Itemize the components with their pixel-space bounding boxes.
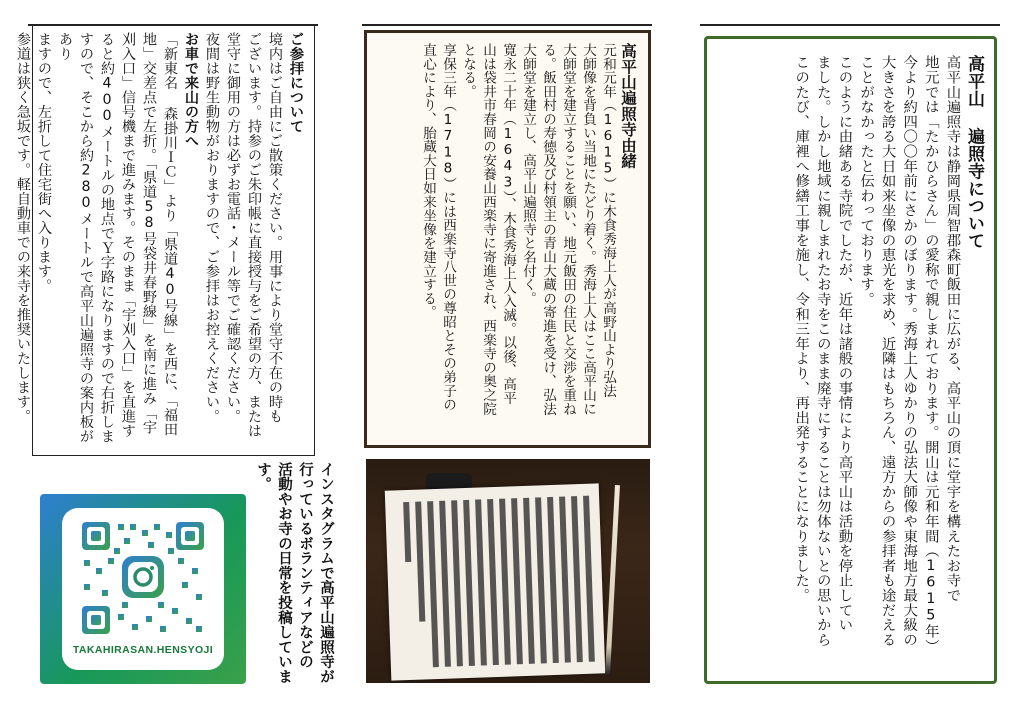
about-temple-panel (704, 36, 997, 684)
instagram-caption: インスタグラムで高平山遍照寺が 行っているボランティアなどの 活動やお寺の日常を投稿していま す。 (255, 462, 334, 684)
instagram-icon (122, 556, 164, 598)
access-info-text (12, 32, 306, 448)
approach-road-text: 参道は狭く急坂です。軽自動車での来寺を推奨いたします。 (15, 32, 31, 424)
sutra-paper (385, 483, 606, 680)
history-text-block (418, 43, 638, 435)
sutra-copying-photo (366, 459, 650, 683)
top-rule-middle (362, 24, 652, 26)
history-panel (364, 30, 651, 448)
car-directions-text: 「新東名 森掛川ＩＣ」より「県道40号線」を西に、「福田 地」交差点で左折。「県道58号袋井春野線」を南に進み「宇 刈入口」信号機まで進みます。そのまま「宇刈入口」を直進す ると約400メートルの地点でＹ字路になりますので右折しま すので、そこから約280メートルで高平山遍照寺の案内板があり ますので、左折して住宅街へ入ります。 (36, 32, 178, 444)
top-rule-right (700, 24, 1000, 26)
calligraphy-brush (605, 485, 620, 675)
visit-heading: ご参拝について (288, 32, 304, 134)
access-info-panel (15, 26, 315, 456)
qr-card-inner (62, 508, 224, 670)
about-title: 高平山 遍照寺について (964, 55, 984, 250)
instagram-qr-card[interactable] (40, 494, 246, 684)
instagram-handle: TAKAHIRASAN.HENSYOJI (72, 644, 214, 656)
car-heading: お車で来山の方へ (183, 32, 199, 148)
visit-text: 境内はご自由にご散策ください。用事により堂守不在の時も ございます。持参のご朱印帳に直接授与をご希望の方、または 堂守に御用の方は必ずお電話・メール等でご確認ください。 夜間は野生動物がおりますので、ご参拝はお控えください。 (204, 32, 283, 438)
about-text-block (790, 55, 984, 665)
history-title: 高平山遍照寺由緒 (619, 43, 637, 169)
about-text: 高平山遍照寺は静岡県周智郡森町飯田に広がる、高平山の頂に堂宇を構えたお寺で 地元では「たかひらさん」の愛称で親しまれております。開山は元和年間（1615年） 今より約四〇〇年前にさかのぼります。秀海上人ゆかりの弘法大師像や東海地方最大級の 大きさを誇る大日如来坐像の恵光を求め、近隣はもちろん、遠方からの参拝者も途だえる ことがなかったと伝わっております。 このように由緒ある寺院でしたが、近年は諸般の事情により高平山は活動を停止してい ました。しかし地域に親しまれたお寺をこのまま廃寺にすることは勿体ないとの思いから このたび、庫裡へ修繕工事を施し、令和三年より、再出発することになりました。 (793, 55, 961, 654)
history-text: 元和元年（1615）に木食秀海上人が高野山より弘法 大師像を背負い当地にたどり着く。秀海上人はここ高平山に 大師堂を建立することを願い、地元飯田の住民と交渉を重ね る。飯田村の寿徳及び村領主の青山大蔵の寄進を受け、弘法 大師堂を建立し、高平山遍照寺と名付く。 寛永二十年（1643）、木食秀海上人入滅。以後、高平 山は袋井市春岡の安養山西楽寺に寄進され、西楽寺の奥之院 となる。 享保三年（1718）には西楽寺八世の尊昭とその弟子の 直心により、胎蔵大日如来坐像を建立する。 (420, 43, 616, 416)
sutra-script-lines (385, 483, 606, 680)
qr-code-icon (78, 518, 208, 638)
